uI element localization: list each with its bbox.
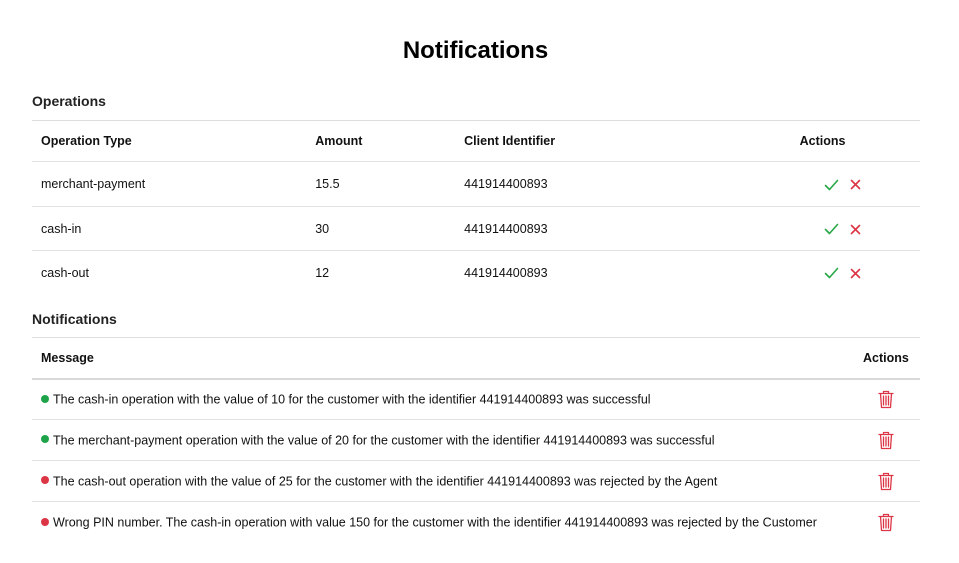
notification-actions [851, 420, 920, 461]
operation-type: merchant-payment [32, 162, 306, 207]
trash-icon[interactable] [878, 390, 894, 409]
notification-actions [851, 502, 920, 543]
column-header-client-identifier: Client Identifier [455, 121, 744, 162]
check-icon[interactable] [824, 223, 839, 235]
trash-icon[interactable] [878, 431, 894, 450]
column-header-actions: Actions [744, 121, 920, 162]
operation-row [32, 251, 920, 295]
notification-row [32, 420, 920, 461]
operation-actions [744, 162, 920, 207]
operation-client-identifier: 441914400893 [455, 162, 744, 207]
notification-row [32, 379, 920, 420]
column-header-operation-type: Operation Type [32, 121, 306, 162]
operation-amount: 15.5 [306, 162, 455, 207]
notification-text: The cash-out operation with the value of 25 for the customer with the identifier 441914400893 was rejected by the Agent [53, 474, 718, 489]
column-header-message: Message [32, 338, 851, 379]
close-icon[interactable] [850, 224, 861, 235]
check-icon[interactable] [824, 267, 839, 279]
notification-actions [851, 461, 920, 502]
operation-actions [744, 207, 920, 251]
notifications-table [32, 337, 920, 543]
operation-type: cash-out [32, 251, 306, 295]
notifications-section-title: Notifications [32, 311, 117, 327]
status-dot-icon [41, 435, 49, 443]
status-dot-icon [41, 518, 49, 526]
operation-row [32, 162, 920, 207]
notification-message [32, 420, 851, 461]
status-dot-icon [41, 476, 49, 484]
notification-message [32, 379, 851, 420]
operation-amount: 12 [306, 251, 455, 295]
notification-row [32, 461, 920, 502]
column-header-amount: Amount [306, 121, 455, 162]
notification-message [32, 461, 851, 502]
notification-message [32, 502, 851, 543]
notification-text: Wrong PIN number. The cash-in operation with value 150 for the customer with the identifier 441914400893 was rejected by the Customer [53, 515, 817, 530]
notification-text: The merchant-payment operation with the value of 20 for the customer with the identifier 441914400893 was successful [53, 433, 715, 448]
trash-icon[interactable] [878, 472, 894, 491]
close-icon[interactable] [850, 179, 861, 190]
operation-client-identifier: 441914400893 [455, 251, 744, 295]
column-header-actions: Actions [851, 338, 920, 379]
operation-amount: 30 [306, 207, 455, 251]
operation-actions [744, 251, 920, 295]
notifications-header-row [32, 338, 920, 379]
operation-client-identifier: 441914400893 [455, 207, 744, 251]
check-icon[interactable] [824, 179, 839, 191]
operations-section-title: Operations [32, 93, 106, 109]
operation-row [32, 207, 920, 251]
notification-row [32, 502, 920, 543]
notification-text: The cash-in operation with the value of 10 for the customer with the identifier 441914400893 was successful [53, 392, 651, 407]
status-dot-icon [41, 395, 49, 403]
trash-icon[interactable] [878, 513, 894, 532]
operation-type: cash-in [32, 207, 306, 251]
notification-actions [851, 379, 920, 420]
operations-header-row [32, 121, 920, 162]
operations-table [32, 120, 920, 295]
page-title: Notifications [402, 37, 549, 64]
close-icon[interactable] [850, 268, 861, 279]
